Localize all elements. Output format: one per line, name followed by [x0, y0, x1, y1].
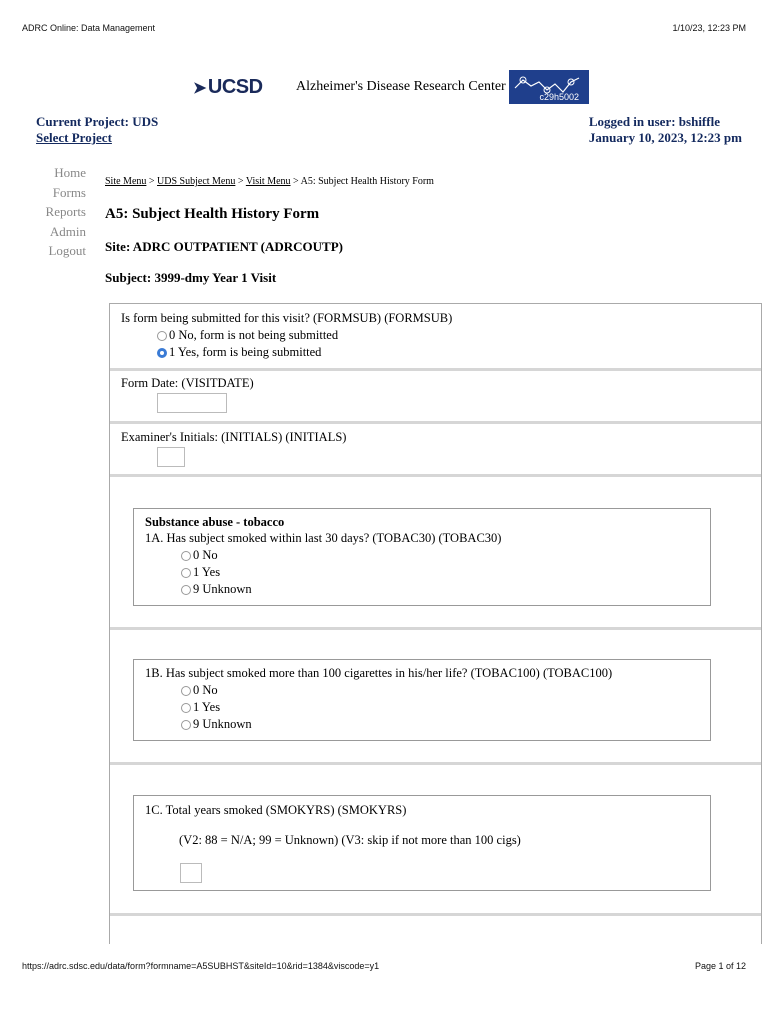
smokyrs-question: 1C. Total years smoked (SMOKYRS) (SMOKYRS) [145, 803, 407, 817]
visitdate-section [110, 371, 761, 424]
breadcrumb-site-menu[interactable]: Site Menu [105, 176, 147, 187]
site-label: Site: ADRC OUTPATIENT (ADRCOUTP) [105, 239, 343, 254]
triton-icon: ➤ [193, 80, 206, 97]
substance-heading: Substance abuse - tobacco [145, 515, 285, 529]
print-footer-url: https://adrc.sdsc.edu/data/form?formname=A5SUBHST&siteId=10&rid=1384&viscode=y1 [22, 961, 380, 971]
formsub-option-1[interactable]: 1 Yes, form is being submitted [157, 344, 338, 361]
breadcrumb-visit-menu[interactable]: Visit Menu [245, 176, 291, 187]
captcha-image [509, 70, 589, 104]
visitdate-label: Form Date: (VISITDATE) [121, 376, 254, 390]
tobac30-section [110, 477, 761, 630]
site-header [0, 70, 770, 106]
nav-admin[interactable]: Admin [49, 223, 86, 239]
radio-icon[interactable] [181, 585, 191, 595]
radio-icon[interactable] [157, 331, 167, 341]
tobac30-option-0[interactable]: 0 No [181, 547, 252, 564]
radio-icon[interactable] [181, 703, 191, 713]
radio-icon[interactable] [181, 720, 191, 730]
current-project: Current Project: UDS [36, 114, 159, 129]
tobac100-section [110, 630, 761, 765]
radio-selected-icon[interactable] [157, 348, 167, 358]
subject-label: Subject: 3999-dmy Year 1 Visit [105, 270, 277, 285]
captcha-text: c29h5002 [539, 92, 579, 102]
left-nav [36, 163, 86, 261]
tobac30-box [133, 508, 711, 606]
tobac30-question: 1A. Has subject smoked within last 30 days? (TOBAC30) (TOBAC30) [145, 531, 502, 545]
nav-home[interactable]: Home [54, 165, 86, 180]
tobac100-option-0[interactable]: 0 No [181, 682, 252, 699]
tobac100-box [133, 659, 711, 741]
nav-logout[interactable]: Logout [48, 243, 86, 258]
nav-forms[interactable]: Forms [52, 184, 86, 200]
print-footer-page: Page 1 of 12 [694, 961, 746, 971]
center-name: Alzheimer's Disease Research Center [296, 79, 506, 94]
print-header-datetime: 1/10/23, 12:23 PM [672, 23, 746, 33]
formsub-section [110, 304, 761, 371]
radio-icon[interactable] [181, 568, 191, 578]
form-container [109, 303, 762, 944]
smokyrs-input[interactable] [180, 863, 202, 883]
user-info [589, 114, 742, 146]
page-title: A5: Subject Health History Form [105, 206, 320, 222]
current-date: January 10, 2023, 12:23 pm [588, 130, 742, 145]
tobac100-option-1[interactable]: 1 Yes [181, 699, 252, 716]
tobac30-option-9[interactable]: 9 Unknown [181, 581, 252, 598]
tobac100-question: 1B. Has subject smoked more than 100 cigarettes in his/her life? (TOBAC100) (TOBAC100) [145, 666, 613, 680]
visitdate-input[interactable] [157, 393, 227, 413]
project-info [36, 114, 158, 146]
initials-label: Examiner's Initials: (INITIALS) (INITIALS) [121, 430, 347, 444]
logged-in-user: Logged in user: bshiffle [588, 114, 720, 129]
smokyrs-section [110, 765, 761, 916]
breadcrumb: Site Menu > UDS Subject Menu > Visit Menu > A5: Subject Health History Form [105, 176, 434, 187]
formsub-option-0[interactable]: 0 No, form is not being submitted [157, 327, 338, 344]
radio-icon[interactable] [181, 551, 191, 561]
tobac30-option-1[interactable]: 1 Yes [181, 564, 252, 581]
radio-icon[interactable] [181, 686, 191, 696]
formsub-question: Is form being submitted for this visit? (FORMSUB) (FORMSUB) [121, 311, 453, 325]
breadcrumb-uds-menu[interactable]: UDS Subject Menu [157, 176, 236, 187]
smokyrs-box [133, 795, 711, 891]
ucsd-logo[interactable]: ➤ UCSD [193, 76, 263, 98]
initials-input[interactable] [157, 447, 185, 467]
print-header-title: ADRC Online: Data Management [22, 23, 156, 33]
tobac100-option-9[interactable]: 9 Unknown [181, 716, 252, 733]
select-project-link[interactable]: Select Project [36, 130, 112, 145]
smokyrs-note: (V2: 88 = N/A; 99 = Unknown) (V3: skip if not more than 100 cigs) [179, 833, 521, 847]
nav-reports[interactable]: Reports [45, 204, 86, 219]
breadcrumb-current: A5: Subject Health History Form [300, 176, 434, 187]
initials-section [110, 424, 761, 477]
